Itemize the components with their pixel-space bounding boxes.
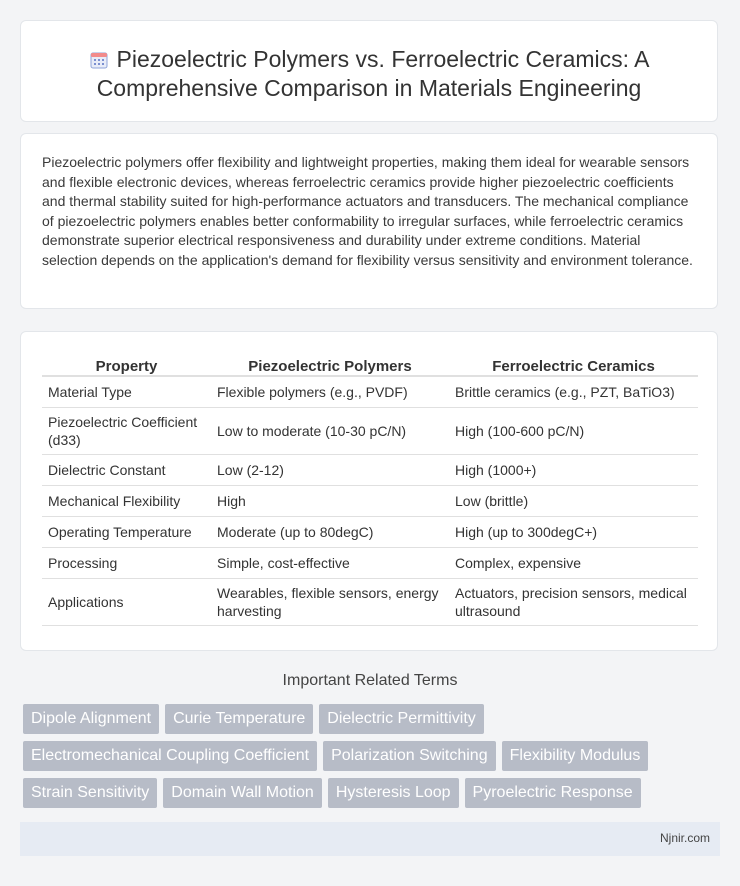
cell-property: Piezoelectric Coefficient (d33) <box>42 408 211 455</box>
page-title <box>51 45 687 103</box>
header-polymers: Piezoelectric Polymers <box>211 353 449 377</box>
tag-electromechanical-coupling[interactable]: Electromechanical Coupling Coefficient <box>23 741 317 771</box>
tag-row <box>23 741 703 771</box>
table-row <box>42 455 698 486</box>
tag-pyroelectric-response[interactable]: Pyroelectric Response <box>465 778 641 808</box>
cell-property: Dielectric Constant <box>42 455 211 486</box>
related-terms-heading: Important Related Terms <box>282 672 458 689</box>
page-title-text: Piezoelectric Polymers vs. Ferroelectric Ceramics: A Comprehensive Comparison in Materials Engineering <box>96 46 650 101</box>
cell-ceramics: Actuators, precision sensors, medical ultrasound <box>449 579 698 626</box>
calendar-icon <box>89 48 109 68</box>
title-card <box>20 20 718 122</box>
cell-property: Operating Temperature <box>42 517 211 548</box>
footer-site[interactable]: Njnir.com <box>659 831 710 845</box>
footer <box>20 822 720 856</box>
cell-ceramics: High (100-600 pC/N) <box>449 408 698 455</box>
cell-polymers: Low (2-12) <box>211 455 449 486</box>
tag-hysteresis-loop[interactable]: Hysteresis Loop <box>328 778 459 808</box>
cell-ceramics: Complex, expensive <box>449 548 698 579</box>
table-header-row <box>42 353 698 377</box>
cell-polymers: Low to moderate (10-30 pC/N) <box>211 408 449 455</box>
table-row <box>42 579 698 626</box>
header-property: Property <box>42 353 211 377</box>
tag-polarization-switching[interactable]: Polarization Switching <box>323 741 496 771</box>
table-row <box>42 408 698 455</box>
cell-ceramics: High (up to 300degC+) <box>449 517 698 548</box>
table-row <box>42 517 698 548</box>
cell-polymers: Simple, cost-effective <box>211 548 449 579</box>
summary-card <box>20 133 718 309</box>
tag-domain-wall-motion[interactable]: Domain Wall Motion <box>163 778 322 808</box>
comparison-table-card <box>20 331 718 651</box>
cell-polymers: Moderate (up to 80degC) <box>211 517 449 548</box>
table-row <box>42 377 698 408</box>
cell-polymers: High <box>211 486 449 517</box>
tag-dielectric-permittivity[interactable]: Dielectric Permittivity <box>319 704 483 734</box>
header-ceramics: Ferroelectric Ceramics <box>449 353 698 377</box>
tag-row <box>23 778 703 808</box>
summary-text: Piezoelectric polymers offer flexibility and lightweight properties, making them ideal for wearable sensors and flexible electronic devices, whereas ferroelectric ceramics provide higher piezoelectric coefficients and thermal stability suited for high-performance actuators and transducers. The mechanical compliance of piezoelectric polymers enables better conformability to irregular surfaces, while ferroelectric ceramics demonstrate superior electrical responsiveness and durability under extreme conditions. Material selection depends on the application's demand for flexibility versus sensitivity and environment tolerance. <box>42 154 693 268</box>
table-row <box>42 548 698 579</box>
related-terms <box>23 704 703 815</box>
comparison-table <box>42 353 698 626</box>
tag-dipole-alignment[interactable]: Dipole Alignment <box>23 704 159 734</box>
cell-polymers: Flexible polymers (e.g., PVDF) <box>211 377 449 408</box>
cell-ceramics: Brittle ceramics (e.g., PZT, BaTiO3) <box>449 377 698 408</box>
cell-property: Processing <box>42 548 211 579</box>
cell-property: Material Type <box>42 377 211 408</box>
cell-property: Mechanical Flexibility <box>42 486 211 517</box>
cell-polymers: Wearables, flexible sensors, energy harvesting <box>211 579 449 626</box>
cell-ceramics: Low (brittle) <box>449 486 698 517</box>
tag-row <box>23 704 703 734</box>
tag-curie-temperature[interactable]: Curie Temperature <box>165 704 313 734</box>
cell-property: Applications <box>42 579 211 626</box>
table-row <box>42 486 698 517</box>
tag-flexibility-modulus[interactable]: Flexibility Modulus <box>502 741 649 771</box>
tag-strain-sensitivity[interactable]: Strain Sensitivity <box>23 778 157 808</box>
cell-ceramics: High (1000+) <box>449 455 698 486</box>
